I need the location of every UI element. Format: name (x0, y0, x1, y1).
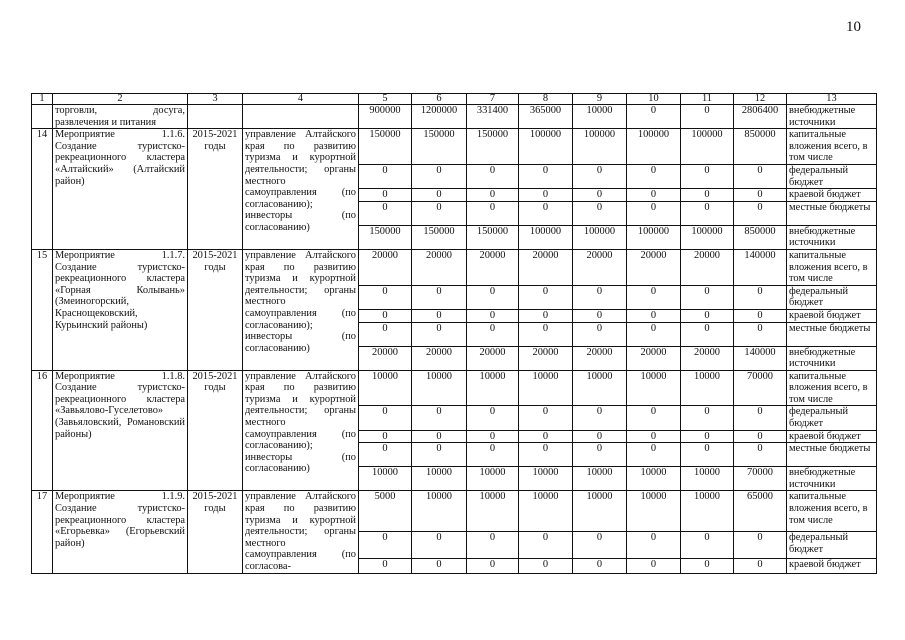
executor-cell (243, 105, 359, 129)
amount-cell: 0 (681, 322, 734, 346)
funding-source: краевой бюджет (787, 559, 877, 573)
amount-cell: 100000 (681, 225, 734, 249)
table-row (32, 129, 877, 165)
amount-cell: 0 (519, 189, 573, 202)
amount-cell: 150000 (467, 129, 519, 165)
amount-cell: 0 (681, 559, 734, 573)
amount-cell: 65000 (734, 491, 787, 532)
amount-cell: 20000 (359, 249, 412, 285)
amount-cell: 0 (412, 322, 467, 346)
activity-description: Мероприятие 1.1.7. Создание туристско-рекреационного кластера «Горная Колывань» (Змеиногорский, Краснощековский, Курьинский районы) (53, 249, 188, 370)
amount-cell: 0 (412, 406, 467, 430)
amount-cell: 0 (573, 285, 627, 309)
amount-cell: 10000 (573, 370, 627, 406)
amount-cell: 0 (681, 430, 734, 443)
amount-cell: 10000 (627, 467, 681, 491)
amount-cell: 0 (627, 430, 681, 443)
amount-cell: 365000 (519, 105, 573, 129)
amount-cell: 70000 (734, 467, 787, 491)
amount-cell: 0 (359, 164, 412, 188)
period-cell: 2015-2021 годы (188, 491, 243, 573)
funding-source: краевой бюджет (787, 309, 877, 322)
column-header: 10 (627, 94, 681, 105)
amount-cell: 0 (519, 309, 573, 322)
amount-cell: 0 (681, 309, 734, 322)
amount-cell: 0 (519, 285, 573, 309)
amount-cell: 20000 (412, 249, 467, 285)
amount-cell: 150000 (359, 225, 412, 249)
row-number: 14 (32, 129, 53, 250)
amount-cell: 10000 (573, 491, 627, 532)
row-number: 15 (32, 249, 53, 370)
period-cell: 2015-2021 годы (188, 370, 243, 491)
amount-cell: 0 (681, 164, 734, 188)
amount-cell: 10000 (359, 467, 412, 491)
amount-cell: 10000 (627, 370, 681, 406)
period-cell: 2015-2021 годы (188, 129, 243, 250)
funding-source: внебюджетные источники (787, 105, 877, 129)
amount-cell: 10000 (412, 467, 467, 491)
amount-cell: 0 (519, 164, 573, 188)
executor-cell: управление Алтайского края по развитию туризма и курортной деятельности; органы местного самоуправления (по согласованию); инвесторы (по согласованию) (243, 370, 359, 491)
amount-cell: 0 (467, 430, 519, 443)
funding-source: внебюджетные источники (787, 225, 877, 249)
amount-cell: 10000 (412, 491, 467, 532)
funding-source: внебюджетные источники (787, 346, 877, 370)
amount-cell: 0 (467, 443, 519, 467)
amount-cell: 0 (734, 322, 787, 346)
amount-cell: 20000 (573, 346, 627, 370)
column-header: 7 (467, 94, 519, 105)
amount-cell: 0 (519, 406, 573, 430)
amount-cell: 0 (627, 105, 681, 129)
amount-cell: 0 (681, 105, 734, 129)
amount-cell: 10000 (519, 370, 573, 406)
amount-cell: 0 (627, 285, 681, 309)
amount-cell: 2806400 (734, 105, 787, 129)
amount-cell: 0 (681, 285, 734, 309)
column-header: 9 (573, 94, 627, 105)
amount-cell: 10000 (519, 467, 573, 491)
amount-cell: 0 (359, 285, 412, 309)
amount-cell: 0 (467, 406, 519, 430)
column-header: 4 (243, 94, 359, 105)
amount-cell: 10000 (681, 370, 734, 406)
amount-cell: 0 (681, 443, 734, 467)
amount-cell: 100000 (573, 225, 627, 249)
row-number-cell (32, 105, 53, 129)
funding-source: местные бюджеты (787, 201, 877, 225)
funding-source: капитальные вложения всего, в том числе (787, 491, 877, 532)
amount-cell: 100000 (519, 225, 573, 249)
column-header: 1 (32, 94, 53, 105)
funding-source: местные бюджеты (787, 443, 877, 467)
amount-cell: 0 (734, 201, 787, 225)
amount-cell: 20000 (467, 249, 519, 285)
amount-cell: 0 (412, 164, 467, 188)
row-number: 16 (32, 370, 53, 491)
activity-description: Мероприятие 1.1.8. Создание туристско-рекреационного кластера «Завьялово-Гуселетово» (Завьяловский, Романовский районы) (53, 370, 188, 491)
amount-cell: 10000 (681, 467, 734, 491)
amount-cell: 0 (681, 406, 734, 430)
amount-cell: 0 (359, 443, 412, 467)
amount-cell: 0 (412, 559, 467, 573)
funding-source: капитальные вложения всего, в том числе (787, 370, 877, 406)
amount-cell: 0 (573, 531, 627, 558)
funding-source: местные бюджеты (787, 322, 877, 346)
amount-cell: 0 (519, 443, 573, 467)
amount-cell: 100000 (573, 129, 627, 165)
amount-cell: 20000 (412, 346, 467, 370)
column-header: 13 (787, 94, 877, 105)
amount-cell: 20000 (627, 249, 681, 285)
amount-cell: 0 (681, 201, 734, 225)
amount-cell: 0 (627, 443, 681, 467)
row-number: 17 (32, 491, 53, 573)
amount-cell: 70000 (734, 370, 787, 406)
activity-description: Мероприятие 1.1.9. Создание туристско-рекреационного кластера «Егорьевка» (Егорьевский район) (53, 491, 188, 573)
amount-cell: 1200000 (412, 105, 467, 129)
column-number-row (32, 94, 877, 105)
amount-cell: 10000 (681, 491, 734, 532)
amount-cell: 0 (734, 443, 787, 467)
funding-source: федеральный бюджет (787, 406, 877, 430)
funding-source: краевой бюджет (787, 430, 877, 443)
amount-cell: 0 (359, 309, 412, 322)
amount-cell: 100000 (681, 129, 734, 165)
amount-cell: 0 (467, 559, 519, 573)
amount-cell: 850000 (734, 225, 787, 249)
executor-cell: управление Алтайского края по развитию туризма и курортной деятельности; органы местного самоуправления (по согласованию); инвесторы (по согласованию) (243, 129, 359, 250)
amount-cell: 5000 (359, 491, 412, 532)
amount-cell: 0 (467, 189, 519, 202)
funding-source: федеральный бюджет (787, 285, 877, 309)
executor-cell: управление Алтайского края по развитию туризма и курортной деятельности; органы местного самоуправления (по согласова- (243, 491, 359, 573)
amount-cell: 20000 (681, 249, 734, 285)
amount-cell: 20000 (467, 346, 519, 370)
column-header: 12 (734, 94, 787, 105)
amount-cell: 20000 (519, 249, 573, 285)
column-header: 2 (53, 94, 188, 105)
amount-cell: 331400 (467, 105, 519, 129)
amount-cell: 20000 (573, 249, 627, 285)
amount-cell: 150000 (412, 225, 467, 249)
amount-cell: 900000 (359, 105, 412, 129)
amount-cell: 0 (573, 443, 627, 467)
amount-cell: 0 (412, 309, 467, 322)
funding-source: федеральный бюджет (787, 531, 877, 558)
amount-cell: 0 (573, 189, 627, 202)
amount-cell: 10000 (467, 370, 519, 406)
amount-cell: 0 (359, 531, 412, 558)
amount-cell: 10000 (573, 105, 627, 129)
amount-cell: 0 (627, 189, 681, 202)
amount-cell: 0 (519, 322, 573, 346)
amount-cell: 0 (573, 309, 627, 322)
amount-cell: 10000 (627, 491, 681, 532)
amount-cell: 0 (734, 164, 787, 188)
amount-cell: 0 (359, 406, 412, 430)
amount-cell: 10000 (467, 467, 519, 491)
funding-table (31, 93, 877, 574)
amount-cell: 100000 (627, 129, 681, 165)
page-number: 10 (846, 19, 861, 35)
amount-cell: 150000 (412, 129, 467, 165)
period-cell (188, 105, 243, 129)
amount-cell: 10000 (412, 370, 467, 406)
amount-cell: 0 (573, 559, 627, 573)
amount-cell: 0 (627, 322, 681, 346)
amount-cell: 0 (412, 531, 467, 558)
activity-description: торговли, досуга, развлечения и питания (53, 105, 188, 129)
amount-cell: 0 (573, 406, 627, 430)
amount-cell: 0 (627, 406, 681, 430)
table-row (32, 370, 877, 406)
column-header: 3 (188, 94, 243, 105)
amount-cell: 0 (467, 164, 519, 188)
table-row (32, 491, 877, 532)
column-header: 8 (519, 94, 573, 105)
amount-cell: 0 (627, 559, 681, 573)
amount-cell: 0 (359, 559, 412, 573)
amount-cell: 10000 (467, 491, 519, 532)
amount-cell: 0 (359, 430, 412, 443)
funding-source: капитальные вложения всего, в том числе (787, 129, 877, 165)
amount-cell: 0 (412, 430, 467, 443)
amount-cell: 0 (734, 189, 787, 202)
amount-cell: 0 (519, 201, 573, 225)
amount-cell: 0 (467, 285, 519, 309)
amount-cell: 140000 (734, 249, 787, 285)
amount-cell: 0 (519, 430, 573, 443)
table-row (32, 249, 877, 285)
funding-source: капитальные вложения всего, в том числе (787, 249, 877, 285)
amount-cell: 0 (412, 189, 467, 202)
amount-cell: 20000 (519, 346, 573, 370)
amount-cell: 0 (467, 531, 519, 558)
amount-cell: 0 (412, 201, 467, 225)
amount-cell: 0 (681, 531, 734, 558)
amount-cell: 0 (681, 189, 734, 202)
funding-source: федеральный бюджет (787, 164, 877, 188)
funding-source: краевой бюджет (787, 189, 877, 202)
amount-cell: 0 (627, 201, 681, 225)
column-header: 11 (681, 94, 734, 105)
continuation-row (32, 105, 877, 129)
amount-cell: 150000 (359, 129, 412, 165)
amount-cell: 0 (573, 322, 627, 346)
amount-cell: 0 (519, 531, 573, 558)
amount-cell: 0 (734, 559, 787, 573)
amount-cell: 0 (734, 430, 787, 443)
amount-cell: 0 (734, 406, 787, 430)
amount-cell: 0 (359, 322, 412, 346)
column-header: 5 (359, 94, 412, 105)
amount-cell: 0 (412, 443, 467, 467)
amount-cell: 20000 (627, 346, 681, 370)
amount-cell: 100000 (627, 225, 681, 249)
amount-cell: 0 (467, 322, 519, 346)
amount-cell: 0 (734, 531, 787, 558)
amount-cell: 0 (467, 201, 519, 225)
amount-cell: 0 (359, 189, 412, 202)
activity-description: Мероприятие 1.1.6. Создание туристско-рекреационного кластера «Алтайский» (Алтайский район) (53, 129, 188, 250)
column-header: 6 (412, 94, 467, 105)
amount-cell: 10000 (359, 370, 412, 406)
amount-cell: 20000 (681, 346, 734, 370)
amount-cell: 0 (573, 430, 627, 443)
executor-cell: управление Алтайского края по развитию туризма и курортной деятельности; органы местного самоуправления (по согласованию); инвесторы (по согласованию) (243, 249, 359, 370)
funding-source: внебюджетные источники (787, 467, 877, 491)
amount-cell: 0 (519, 559, 573, 573)
amount-cell: 0 (627, 164, 681, 188)
amount-cell: 0 (627, 309, 681, 322)
amount-cell: 0 (734, 309, 787, 322)
amount-cell: 850000 (734, 129, 787, 165)
amount-cell: 0 (573, 164, 627, 188)
amount-cell: 100000 (519, 129, 573, 165)
amount-cell: 20000 (359, 346, 412, 370)
amount-cell: 10000 (573, 467, 627, 491)
amount-cell: 0 (573, 201, 627, 225)
amount-cell: 0 (412, 285, 467, 309)
period-cell: 2015-2021 годы (188, 249, 243, 370)
amount-cell: 140000 (734, 346, 787, 370)
amount-cell: 0 (734, 285, 787, 309)
amount-cell: 0 (359, 201, 412, 225)
amount-cell: 0 (467, 309, 519, 322)
amount-cell: 0 (627, 531, 681, 558)
amount-cell: 10000 (519, 491, 573, 532)
amount-cell: 150000 (467, 225, 519, 249)
